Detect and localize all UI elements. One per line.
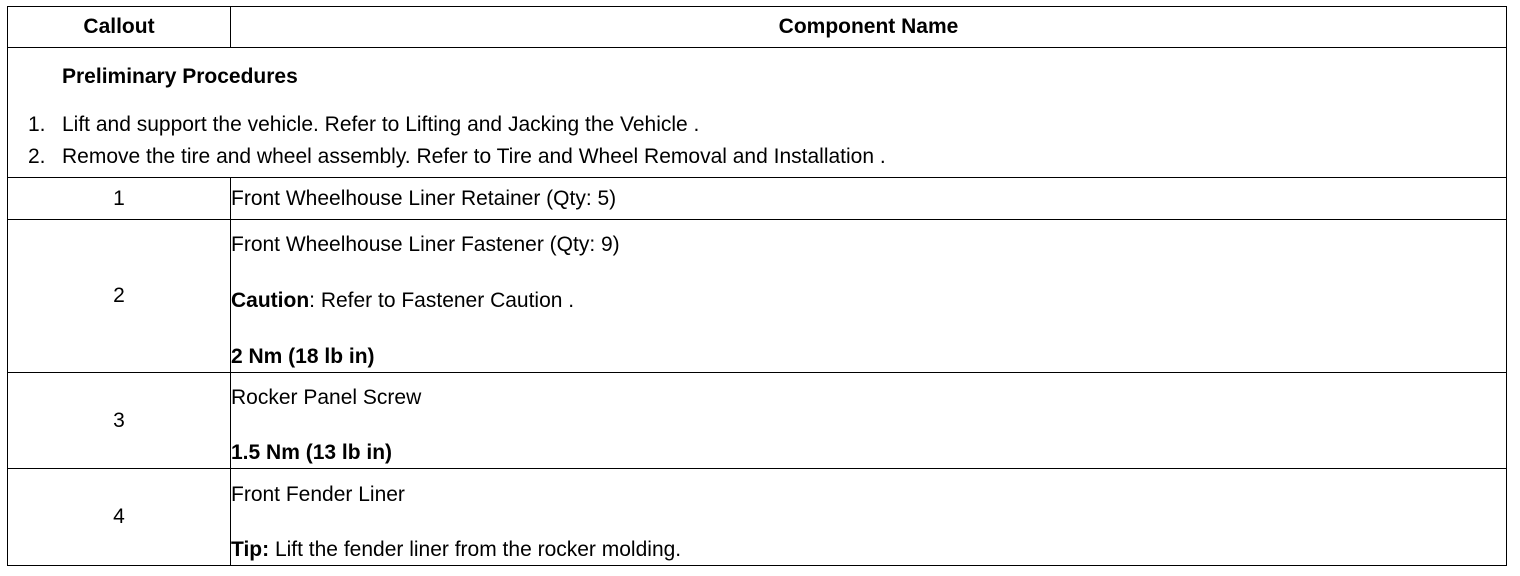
table-header-row <box>8 7 1507 48</box>
component-name: Front Fender Liner <box>231 482 405 506</box>
component-name: Rocker Panel Screw <box>231 386 422 409</box>
torque-spec: 1.5 Nm (13 lb in) <box>231 441 393 464</box>
component-name-cell <box>231 373 1507 469</box>
tip-label: Tip: <box>231 537 270 561</box>
caution-note <box>231 289 1506 313</box>
callout-cell: 3 <box>8 373 231 469</box>
table-row <box>8 178 1507 220</box>
component-name-cell <box>231 178 1507 220</box>
step-text: Remove the tire and wheel assembly. Refer to Tire and Wheel Removal and Installation . <box>62 144 886 168</box>
step-number: 2. <box>28 144 46 168</box>
component-name-column-header: Component Name <box>231 7 1507 48</box>
step-number: 1. <box>28 112 46 136</box>
table-row <box>8 373 1507 469</box>
caution-text: : Refer to Fastener Caution . <box>309 289 575 312</box>
tip-note <box>231 538 1506 562</box>
torque-spec: 2 Nm (18 lb in) <box>231 345 375 368</box>
component-name: Front Wheelhouse Liner Fastener (Qty: 9) <box>231 233 620 256</box>
component-name-cell <box>231 469 1507 566</box>
preliminary-procedures-title: Preliminary Procedures <box>62 64 298 88</box>
preliminary-procedures-cell <box>8 48 1507 178</box>
step-text: Lift and support the vehicle. Refer to Lifting and Jacking the Vehicle . <box>62 112 700 136</box>
tip-text: Lift the fender liner from the rocker molding. <box>269 537 682 561</box>
preliminary-step <box>8 109 1506 141</box>
component-name-cell <box>231 220 1507 373</box>
table-row <box>8 220 1507 373</box>
component-name: Front Wheelhouse Liner Retainer (Qty: 5) <box>231 186 617 210</box>
callout-cell: 4 <box>8 469 231 566</box>
caution-label: Caution <box>231 289 310 312</box>
callout-cell: 1 <box>8 178 231 220</box>
table-row <box>8 469 1507 566</box>
component-table <box>7 6 1507 566</box>
callout-cell: 2 <box>8 220 231 373</box>
preliminary-procedures-row <box>8 48 1507 178</box>
preliminary-steps-list <box>8 109 1506 173</box>
preliminary-step <box>8 141 1506 173</box>
callout-column-header: Callout <box>8 7 231 48</box>
